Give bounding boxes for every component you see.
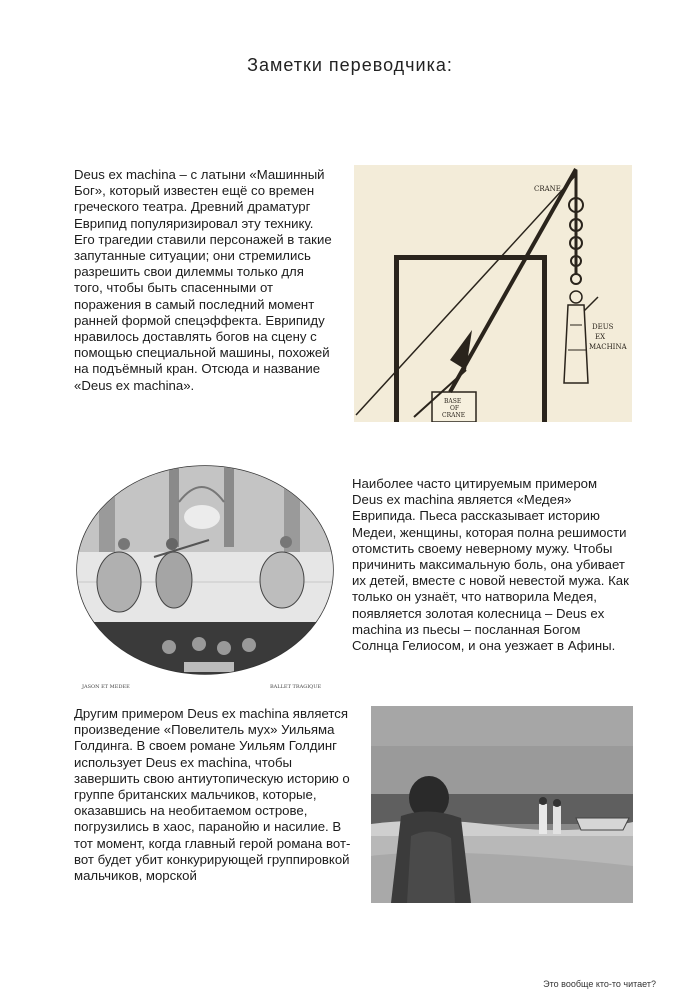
label-ex: EX xyxy=(595,333,606,341)
caption-left: JASON ET MEDEE xyxy=(82,684,130,690)
paragraph-medea: Наиболее часто цитируемым примером Deus ex machina является «Медея» Еврипида. Пьеса рассказывает историю Медеи, женщины, которая полна решимости отомстить своему неверному мужу. Чтобы причинить максимальную боль, она убивает их детей, вместе с новой невестой мужа. Как только он узнаёт, что натворила Медея, появляется золотая колесница – Deus ex machina из пьесы – посланная Богом Солнца Гелиосом, и она уезжает в Афины. xyxy=(352,476,629,654)
medea-ballet-illustration xyxy=(74,462,336,694)
footer-note: Это вообще кто-то читает? xyxy=(543,979,656,989)
medea-ballet-engraving xyxy=(74,462,336,694)
label-base-crane: CRANE xyxy=(442,412,466,419)
paragraph-lord-of-the-flies: Другим примером Deus ex machina является произведение «Повелитель мух» Уильяма Голдинга. В своем романе Уильям Голдинг использует Deus ex machina, чтобы завершить свою антиутопическую историю о группе британских мальчиков, которые, оказавшись на необитаемом острове, погрузились в хаос, паранойю и насилие. В тот момент, когда главный герой романа вот-вот будет убит конкурирующей группировкой мальчиков, морской xyxy=(74,706,351,884)
label-of: OF xyxy=(450,405,460,412)
label-crane: CRANE xyxy=(534,185,561,193)
label-base: BASE xyxy=(444,398,462,405)
crane-diagram-illustration xyxy=(354,165,632,422)
caption-right: BALLET TRAGIQUE xyxy=(270,684,322,690)
label-machina: MACHINA xyxy=(589,343,627,351)
lord-of-the-flies-photo xyxy=(371,706,633,903)
label-deus: DEUS xyxy=(592,323,614,331)
paragraph-deus-ex-machina: Deus ex machina – с латыни «Машинный Бог», который известен ещё со времен греческого театра. Древний драматург Еврипид популяризировал эту технику. Его трагедии ставили персонажей в такие запутанные ситуации; они стремились разрешить свои дилеммы только для того, чтобы быть спасенными от поражения в самый последний момент ранней формой спецэффекта. Еврипиду нравилось доставлять богов на сцену с помощью специальной машины, похожей на подъёмный кран. Отсюда и название «Deus ex machina». xyxy=(74,167,332,393)
crane-diagram-image xyxy=(354,165,632,422)
beach-scene-illustration xyxy=(371,706,633,903)
page-title: Заметки переводчика: xyxy=(247,55,453,75)
